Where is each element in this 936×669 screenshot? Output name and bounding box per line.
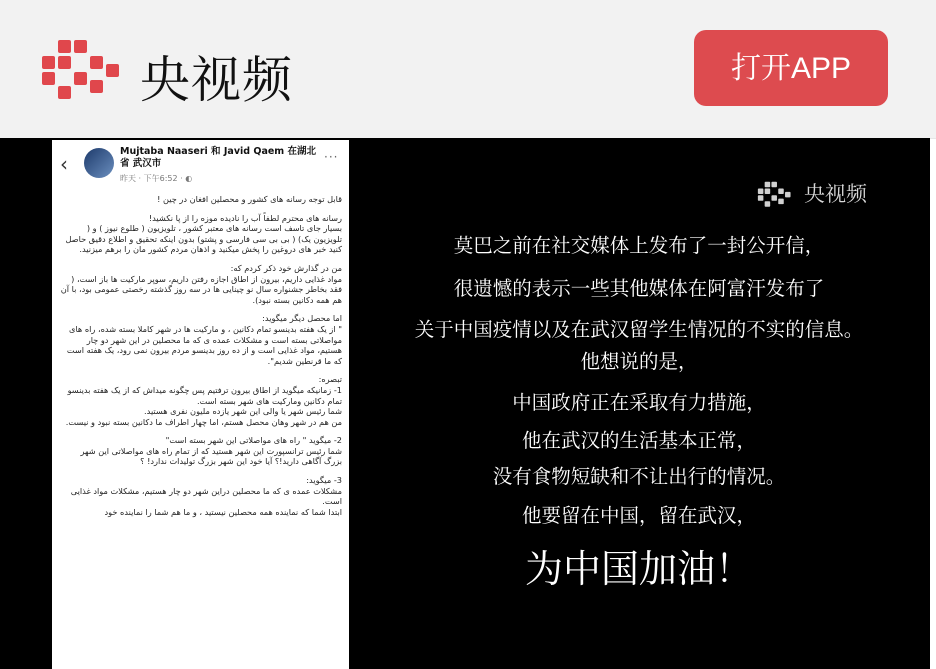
video-frame[interactable] [0,138,930,669]
subtitle-line: 他想说的是， [580,350,698,373]
more-options-icon: ··· [324,150,339,164]
brand-name: 央视频 [140,51,293,109]
facebook-post-screenshot [52,140,349,669]
subtitle-headline: 为中国加油！ [524,547,753,591]
post-time: 昨天 · 下午6:52 · [120,174,186,183]
post-meta [120,173,192,184]
subtitle-line: 他在武汉的生活基本正常， [521,429,756,452]
post-paragraph: تبصره: 1- زمانیکه میگوید از اطاق بیرون ترفتیم پس چگونه میداش که از یک هفته بدینسو تمام دکانین ومارکیت های شهر بسته است. شما رئیس شهر یا والی این شهر یازده ملیون نفری هستید. من هم در شهر وهان محصل هستم، اما چهار اطراف ما دکانین بسته نبود و نیست. [65,374,342,427]
post-body [60,194,342,525]
watermark-logo-icon [754,180,794,208]
post-header [52,140,349,188]
post-paragraph: قابل توجه رسانه های کشور و محصلین افغان در چین ! [157,194,342,204]
subtitle-line: 莫巴之前在社交媒体上发布了一封公开信， [453,234,825,257]
post-paragraph: من در گذارش خود ذکر کردم که: مواد غذایی داریم، بیرون از اطاق اجازه رفتن داریم، سوپر مارکیت ها باز است، ( فقد بخاطر جشنواره سال نو چینایی ها در سه روز گذشته رخصتی عمومی بود، با آن هم همه دکانین بسته نبود). [60,262,342,305]
app-header [0,0,936,139]
subtitle-line: 他要留在中国，留在武汉， [521,504,756,527]
watermark-text: 央视频 [804,182,867,206]
subtitle-line: 中国政府正在采取有力措施， [512,391,766,414]
post-paragraph: رسانه های محترم لطفاً آب را نادیده موزه را از پا نکشید! بسیار جای تاسف است رسانه های معتبر کشور ، تلویزیون ( طلوع نیوز ) و ( تلویزیون یک) ( بی بی سی فارسی و پشتو) بدون اینکه تحقیق و اطلاع دقیق حاصل کنید خبر های دروغین را پخش میکنید و اذهان مردم کشور مان را برهم میزنید. [65,212,342,255]
post-author: Mujtaba Naaseri 和 Javid Qaem 在湖北省 武汉市 [120,146,317,169]
post-paragraph: 2- میگوید " راه های مواصلاتی این شهر بسته است" شما رئیس ترانسپورت این شهر هستید که از تمام راه های مواصلاتی این شهر بزرگ آگاهی دارید!؟ آیا خود این شهر بزرگ تولیدات ندارد! ؟ [80,435,342,467]
subtitle-line: 关于中国疫情以及在武汉留学生情况的不实的信息。 [414,318,864,341]
avatar [84,148,114,178]
cctv-video-logo-icon [38,36,122,102]
post-paragraph: 3- میگوید: مشکلات عمده ی که ما محصلین دراین شهر دو چار هستیم، مشکلات مواد غذایی است. ابتدا شما که نماینده همه محصلین نیستید ، و ما هم شما را نماینده خود [70,475,342,517]
globe-icon: ◐ [185,174,193,183]
video-watermark [754,176,924,210]
subtitle-line: 很遗憾的表示一些其他媒体在阿富汗发布了 [453,277,825,300]
subtitle-line: 没有食物短缺和不让出行的情况。 [492,465,786,488]
back-arrow-icon: ‹ [60,152,68,176]
post-paragraph: اما محصل دیگر میگوید: " از یک هفته بدینسو تمام دکانین ، و مارکیت ها در شهر کاملا بسته شده، راه های مواصلاتی بسته است و مشکلات عمده ی که ما محصلین در این شهر دو چار هستیم، مواد غذایی است و از ده روز بدینسو مردم بیرون نمی رود، یک هفته است که ما قرنطین شدیم". [66,313,342,366]
open-app-button[interactable]: 打开APP [694,30,888,106]
